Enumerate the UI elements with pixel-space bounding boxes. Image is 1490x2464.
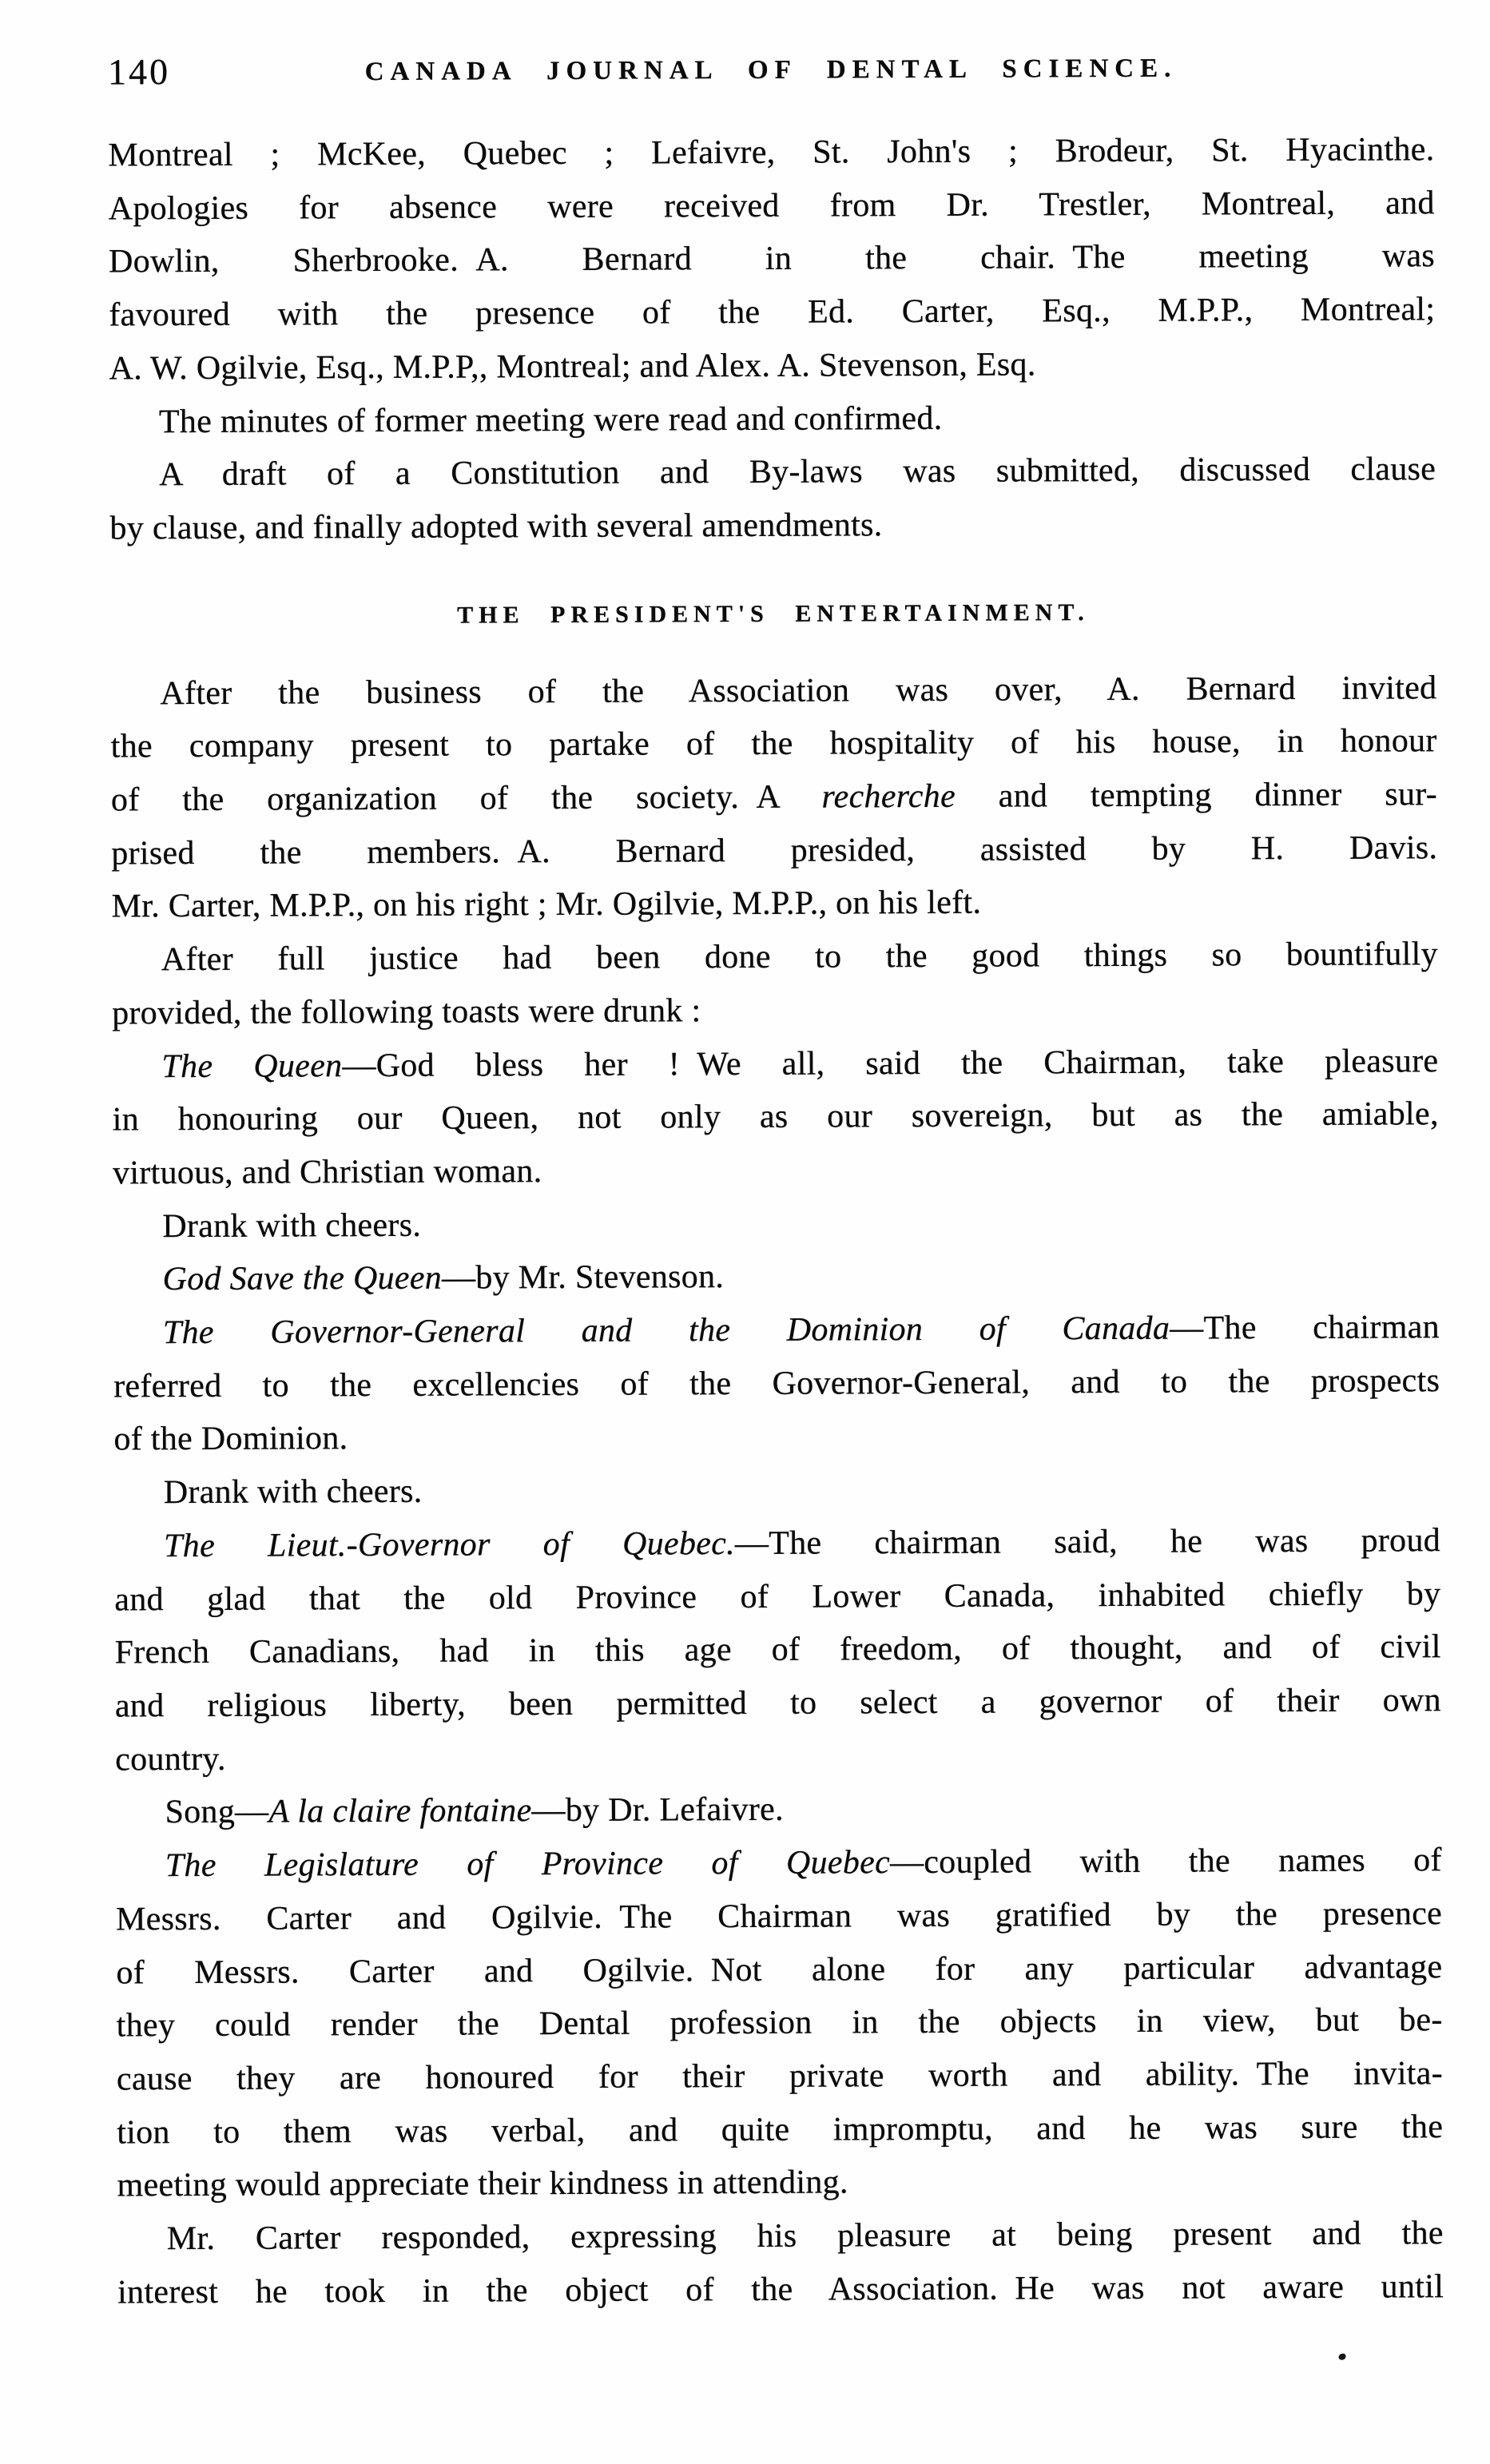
text-line: [117, 1993, 1443, 2053]
text-line: [113, 1194, 1439, 1254]
ink-speck: [1338, 2354, 1345, 2360]
italic-text-segment: The Queen: [161, 1047, 343, 1085]
text-segment: Mr. Carter responded, expressing his pleasure at being present and the: [166, 2215, 1444, 2258]
italic-text-segment: The Lieut.-Governor of Quebec.: [163, 1524, 736, 1565]
text-segment: After full justice had been done to the good things so bountifully: [161, 936, 1438, 979]
text-line: [117, 2154, 1443, 2213]
text-line: [111, 768, 1437, 827]
text-segment: they could render the Dental profession in the objects in view, but be-: [116, 2001, 1443, 2045]
section-heading: THE PRESIDENT'S ENTERTAINMENT.: [457, 598, 1090, 629]
text-segment: of the organization of the society. A: [110, 778, 822, 819]
text-line: [109, 177, 1435, 236]
text-line: [108, 123, 1434, 182]
text-segment: A. W. Ogilvie, Esq., M.P.P,, Montreal; and Alex. A. Stevenson, Esq.: [109, 346, 1036, 387]
text-segment: Mr. Carter, M.P.P., on his right ; Mr. Ogilvie, M.P.P., on his left.: [111, 884, 982, 925]
journal-title: CANADA JOURNAL OF DENTAL SCIENCE.: [364, 54, 1178, 87]
text-line: [116, 1834, 1442, 1893]
text-line: [109, 283, 1435, 342]
body-part-2: [110, 662, 1444, 2319]
text-segment: provided, the following toasts were drunk :: [112, 992, 701, 1032]
text-segment: Montreal ; McKee, Quebec ; Lefaivre, St. John's ; Brodeur, St. Hyacinthe.: [108, 131, 1435, 174]
text-segment: Messrs. Carter and Ogilvie. The Chairman was gratified by the presence: [115, 1895, 1443, 1938]
text-line: [113, 1408, 1440, 1467]
text-line: [115, 1674, 1441, 1733]
italic-text-segment: The Legislature of Province of Quebec: [165, 1844, 891, 1885]
text-line: [117, 2047, 1443, 2106]
text-line: [113, 1087, 1439, 1147]
text-line: [113, 1141, 1439, 1200]
text-segment: Drank with cheers.: [162, 1206, 422, 1245]
body-text: [108, 123, 1444, 2319]
text-line: [117, 2260, 1444, 2319]
text-line: [113, 1354, 1440, 1413]
text-segment: and tempting dinner sur-: [955, 776, 1438, 815]
text-segment: —The chairman: [1170, 1309, 1440, 1347]
text-line: [111, 715, 1437, 774]
italic-text-segment: God Save the Queen: [162, 1260, 443, 1298]
text-segment: —God bless her ! We all, said the Chairman, take pleasure: [342, 1042, 1439, 1084]
text-segment: French Canadians, had in this age of freedom, of thought, and of civil: [114, 1628, 1441, 1671]
text-line: [112, 1035, 1438, 1094]
text-segment: tion to them was verbal, and quite impromptu, and he was sure the: [117, 2108, 1444, 2152]
italic-text-segment: The Governor-General and the Dominion of Canada: [162, 1309, 1170, 1352]
text-segment: The minutes of former meeting were read and confirmed.: [158, 399, 943, 440]
running-head: [108, 45, 1434, 106]
text-line: [116, 1887, 1442, 1946]
text-segment: referred to the excellencies of the Governor-General, and to the prospects: [113, 1361, 1440, 1405]
text-line: [112, 928, 1438, 987]
text-line: [109, 230, 1435, 289]
text-segment: meeting would appreciate their kindness in attending.: [117, 2164, 848, 2204]
text-line: [114, 1568, 1440, 1627]
text-segment: and glad that the old Province of Lower Canada, inhabited chiefly by: [114, 1575, 1441, 1619]
text-segment: After the business of the Association was over, A. Bernard invited: [160, 669, 1437, 712]
text-line: [114, 1620, 1440, 1679]
text-segment: A draft of a Constitution and By-laws was submitted, discussed clause: [159, 451, 1436, 494]
text-line: [109, 496, 1436, 555]
text-line: [110, 662, 1436, 721]
text-segment: —The chairman said, he was proud: [734, 1522, 1441, 1562]
text-line: [116, 1941, 1442, 2000]
text-segment: Drank with cheers.: [163, 1472, 423, 1512]
text-segment: virtuous, and Christian woman.: [112, 1153, 542, 1192]
text-segment: by clause, and finally adopted with several amendments.: [109, 507, 883, 547]
text-line: [109, 443, 1436, 502]
text-line: [115, 1727, 1441, 1786]
text-segment: interest he took in the object of the Association. He was not aware until: [117, 2267, 1444, 2311]
text-segment: favoured with the presence of the Ed. Carter, Esq., M.P.P., Montreal;: [109, 291, 1436, 334]
text-line: [111, 821, 1437, 880]
text-segment: country.: [115, 1740, 226, 1778]
text-line: [115, 1781, 1441, 1840]
text-segment: —by Dr. Lefaivre.: [531, 1791, 784, 1830]
text-line: [112, 981, 1438, 1040]
text-segment: —by Mr. Stevenson.: [441, 1258, 725, 1298]
text-segment: of Messrs. Carter and Ogilvie. Not alone for any particular advantage: [116, 1948, 1443, 1991]
italic-text-segment: A la claire fontaine: [268, 1792, 532, 1831]
text-segment: —coupled with the names of: [889, 1842, 1442, 1882]
text-segment: Song—: [165, 1794, 269, 1831]
text-line: [109, 390, 1436, 449]
text-line: [117, 2100, 1443, 2160]
italic-text-segment: recherche: [821, 777, 956, 816]
text-segment: and religious liberty, been permitted to select a governor of their own: [114, 1682, 1442, 1725]
text-line: [114, 1461, 1440, 1520]
text-line: [113, 1301, 1440, 1360]
text-line: [114, 1514, 1440, 1573]
text-segment: the company present to partake of the hospitality of his house, in honour: [110, 722, 1437, 765]
text-line: [117, 2207, 1444, 2266]
text-segment: prised the members. A. Bernard presided, assisted by H. Davis.: [111, 829, 1438, 872]
text-segment: of the Dominion.: [113, 1420, 348, 1458]
text-segment: Apologies for absence were received from Dr. Trestler, Montreal, and: [108, 184, 1435, 228]
text-line: [113, 1248, 1439, 1307]
body-part-1: [108, 123, 1436, 555]
text-line: [109, 336, 1435, 395]
text-segment: cause they are honoured for their private worth and ability. The invita-: [116, 2055, 1444, 2098]
text-line: [111, 875, 1437, 934]
text-segment: Dowlin, Sherbrooke. A. Bernard in the chair. The meeting was: [108, 237, 1436, 280]
text-segment: in honouring our Queen, not only as our sovereign, but as the amiable,: [112, 1095, 1439, 1139]
page-number: 140: [107, 51, 171, 93]
